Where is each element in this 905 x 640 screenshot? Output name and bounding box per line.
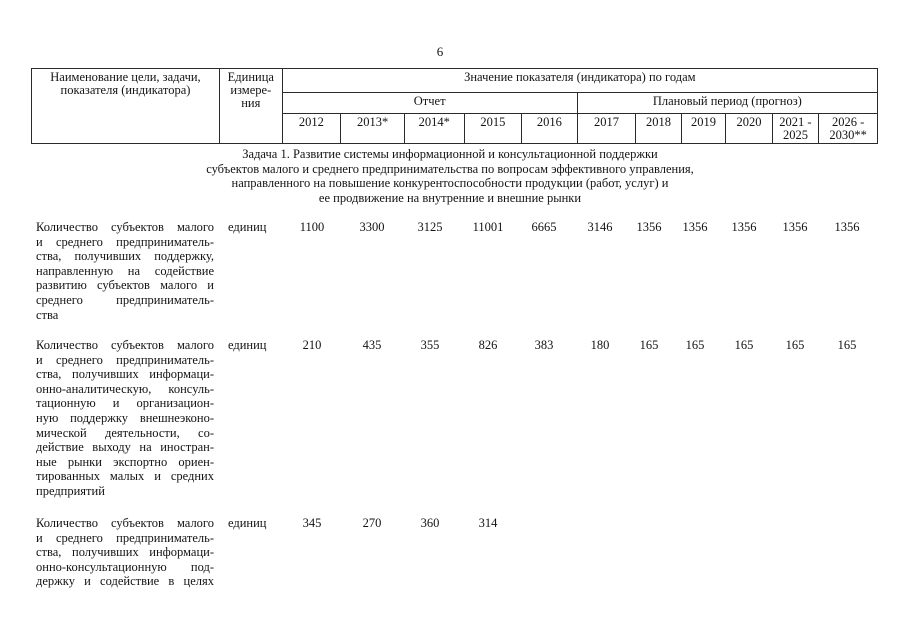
indicator-value: 3146 [587,220,613,234]
indicator-unit: единиц [228,516,267,530]
indicator-value: 1356 [636,220,662,234]
indicator-value: 1356 [834,220,860,234]
indicator-value: 826 [478,338,498,352]
indicator-name-line: развитию субъектов малого и [36,278,214,293]
indicator-unit: единиц [228,220,267,234]
header-name-line: показателя (индикатора) [60,83,191,97]
indicator-name-line: ные рынки экспортно ориен- [36,454,214,469]
indicator-name-line: тационную и организацион- [36,396,214,411]
indicator-value: 165 [685,338,705,352]
indicator-value: 165 [837,338,857,352]
header-table [31,68,878,144]
indicator-name [36,338,214,499]
year-cell: 2016 [522,114,578,144]
header-name-line: Наименование цели, задачи, [50,70,201,84]
indicator-name [36,220,214,322]
indicator-name-line: направленную на содействие [36,263,214,278]
header-unit-cell [219,69,282,144]
indicator-value: 355 [420,338,440,352]
header-plan: Плановый период (прогноз) [577,93,877,114]
header-unit-line: ния [241,96,261,110]
year-cell: 2012 [282,114,341,144]
header-unit-line: измере- [230,83,272,97]
page-number: 6 [436,44,444,59]
indicator-value: 165 [734,338,754,352]
header-values-title: Значение показателя (индикатора) по годам [282,69,877,93]
indicator-name-line: и среднего предприниматель- [36,234,214,249]
indicator-name-line: онно-консультационную под- [36,559,214,574]
task-line: Задача 1. Развитие системы информационной и консультационной поддержки [242,147,658,161]
indicator-name-line: действие выходу на иностран- [36,440,214,455]
year-cell: 2019 [681,114,725,144]
indicator-name-line: ства [36,307,59,322]
task-line: ее продвижение на внутренние и внешние рынки [318,190,582,205]
indicator-value: 345 [302,516,322,530]
indicator-value: 360 [420,516,440,530]
indicator-value: 1356 [731,220,757,234]
year-cell: 2018 [636,114,681,144]
indicator-name-line: Количество субъектов малого [36,338,214,352]
indicator-name-line: ную поддержку внешнеэконо- [36,410,214,425]
indicator-name-line: онно-аналитическую, консуль- [36,381,214,396]
year-cell: 2021 - 2025 [772,114,818,144]
year-cell: 2020 [726,114,772,144]
indicator-value: 1356 [782,220,808,234]
indicator-value: 165 [639,338,659,352]
indicator-name-line: ства, получивших информаци- [36,367,214,382]
indicator-value: 11001 [472,220,504,234]
year-cell: 2015 [464,114,522,144]
indicator-name-line: предприятий [36,483,105,498]
header-unit-line: Единица [227,70,274,84]
task-line: субъектов малого и среднего предпринимательства по вопросам эффективного управления, [206,161,694,176]
indicator-value: 383 [534,338,554,352]
task-line: направленного на повышение конкурентоспособности продукции (работ, услуг) и [231,176,669,190]
indicator-name-line: и среднего предприниматель- [36,352,214,367]
indicator-value: 180 [590,338,610,352]
indicator-name-line: держку и содействие в целях [36,574,214,589]
indicator-name-line: Количество субъектов малого [36,220,214,234]
indicator-value: 435 [362,338,382,352]
year-cell: 2017 [577,114,636,144]
year-cell: 2013* [341,114,405,144]
indicator-unit: единиц [228,338,267,352]
year-cell: 2026 - 2030** [819,114,878,144]
indicator-value: 210 [302,338,322,352]
indicator-value: 3125 [417,220,443,234]
header-name-cell [32,69,220,144]
task-heading [150,147,750,205]
indicator-name-line: и среднего предприниматель- [36,530,214,545]
indicator-value: 3300 [359,220,385,234]
header-report: Отчет [282,93,577,114]
indicator-value: 165 [785,338,805,352]
indicator-value: 1356 [682,220,708,234]
indicator-name-line: ства, получивших информаци- [36,545,214,560]
indicator-value: 6665 [531,220,557,234]
indicator-value: 1100 [299,220,325,234]
indicator-value: 314 [478,516,498,530]
indicator-name-line: Количество субъектов малого [36,516,214,530]
indicator-name-line: мической деятельности, со- [36,425,214,440]
indicator-name-line: среднего предприниматель- [36,292,214,307]
indicator-value: 270 [362,516,382,530]
year-cell: 2014* [404,114,464,144]
indicator-name-line: тированных малых и средних [36,469,214,484]
indicator-name-line: ства, получивших поддержку, [36,249,214,264]
indicator-name [36,516,214,589]
